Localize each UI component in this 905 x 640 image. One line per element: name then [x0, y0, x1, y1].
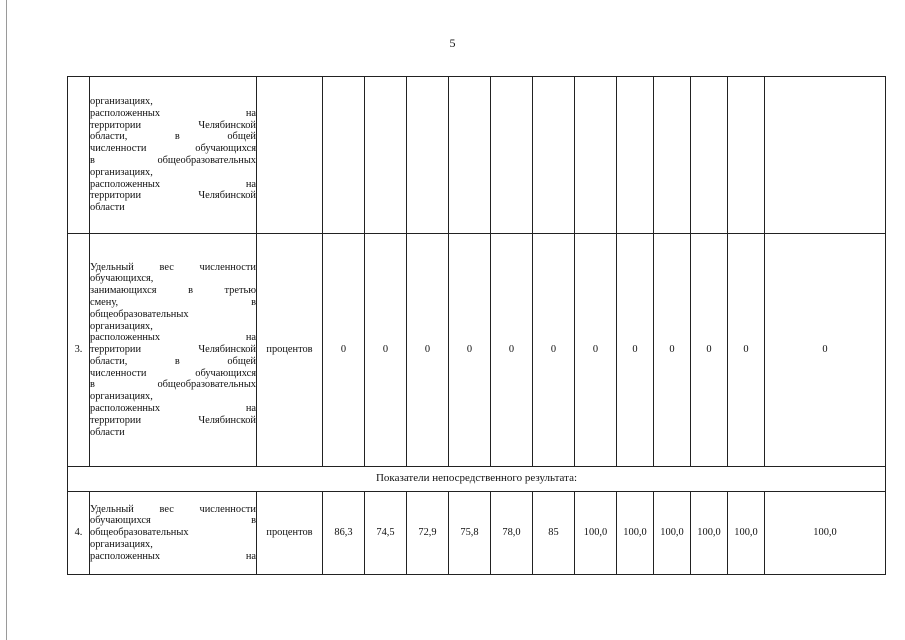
value-cell [728, 77, 765, 234]
value-cell: 74,5 [365, 492, 407, 575]
value-cell: 0 [691, 234, 728, 467]
value-cell: 100,0 [728, 492, 765, 575]
value-cell: 0 [365, 234, 407, 467]
row-number: 3. [68, 234, 90, 467]
unit-cell [257, 77, 323, 234]
value-cell [491, 77, 533, 234]
value-cell: 75,8 [449, 492, 491, 575]
page-number: 5 [449, 36, 456, 50]
value-cell: 85 [533, 492, 575, 575]
value-cell: 72,9 [407, 492, 449, 575]
section-header: Показатели непосредственного результата: [68, 467, 886, 492]
value-cell [365, 77, 407, 234]
table-row-indicator-4 [68, 492, 886, 575]
value-cell: 100,0 [654, 492, 691, 575]
indicators-table [67, 76, 886, 575]
value-cell [449, 77, 491, 234]
row-number [68, 77, 90, 234]
value-cell [407, 77, 449, 234]
value-cell [323, 77, 365, 234]
total-cell: 100,0 [765, 492, 886, 575]
value-cell [617, 77, 654, 234]
page-edge-line [6, 0, 7, 640]
table-row-indicator-3 [68, 234, 886, 467]
total-cell [765, 77, 886, 234]
indicator-name: Удельный вес численности обучающихся, занимающихся в третью смену, в общеобразовательных организациях, расположенных на территории Челябинской области, в общей численности обучающихся в общеобразовательных организациях, расположенных на территории Челябинской области [90, 234, 257, 467]
row-number: 4. [68, 492, 90, 575]
value-cell [575, 77, 617, 234]
value-cell: 78,0 [491, 492, 533, 575]
indicator-name: Удельный вес численности обучающихся в общеобразовательных организациях, расположенных на [90, 492, 257, 575]
value-cell: 0 [449, 234, 491, 467]
value-cell: 0 [575, 234, 617, 467]
value-cell: 100,0 [575, 492, 617, 575]
unit-cell: процентов [257, 492, 323, 575]
value-cell [533, 77, 575, 234]
value-cell: 100,0 [617, 492, 654, 575]
value-cell: 0 [728, 234, 765, 467]
value-cell: 0 [533, 234, 575, 467]
value-cell: 0 [491, 234, 533, 467]
total-cell: 0 [765, 234, 886, 467]
section-header-row [68, 467, 886, 492]
value-cell [654, 77, 691, 234]
unit-cell: процентов [257, 234, 323, 467]
indicator-name: организациях, расположенных на территории Челябинской области, в общей численности обучающихся в общеобразовательных организациях, расположенных на территории Челябинской области [90, 77, 257, 234]
value-cell: 0 [407, 234, 449, 467]
value-cell: 0 [323, 234, 365, 467]
value-cell: 0 [617, 234, 654, 467]
value-cell [691, 77, 728, 234]
value-cell: 0 [654, 234, 691, 467]
value-cell: 86,3 [323, 492, 365, 575]
table-row-continuation [68, 77, 886, 234]
value-cell: 100,0 [691, 492, 728, 575]
